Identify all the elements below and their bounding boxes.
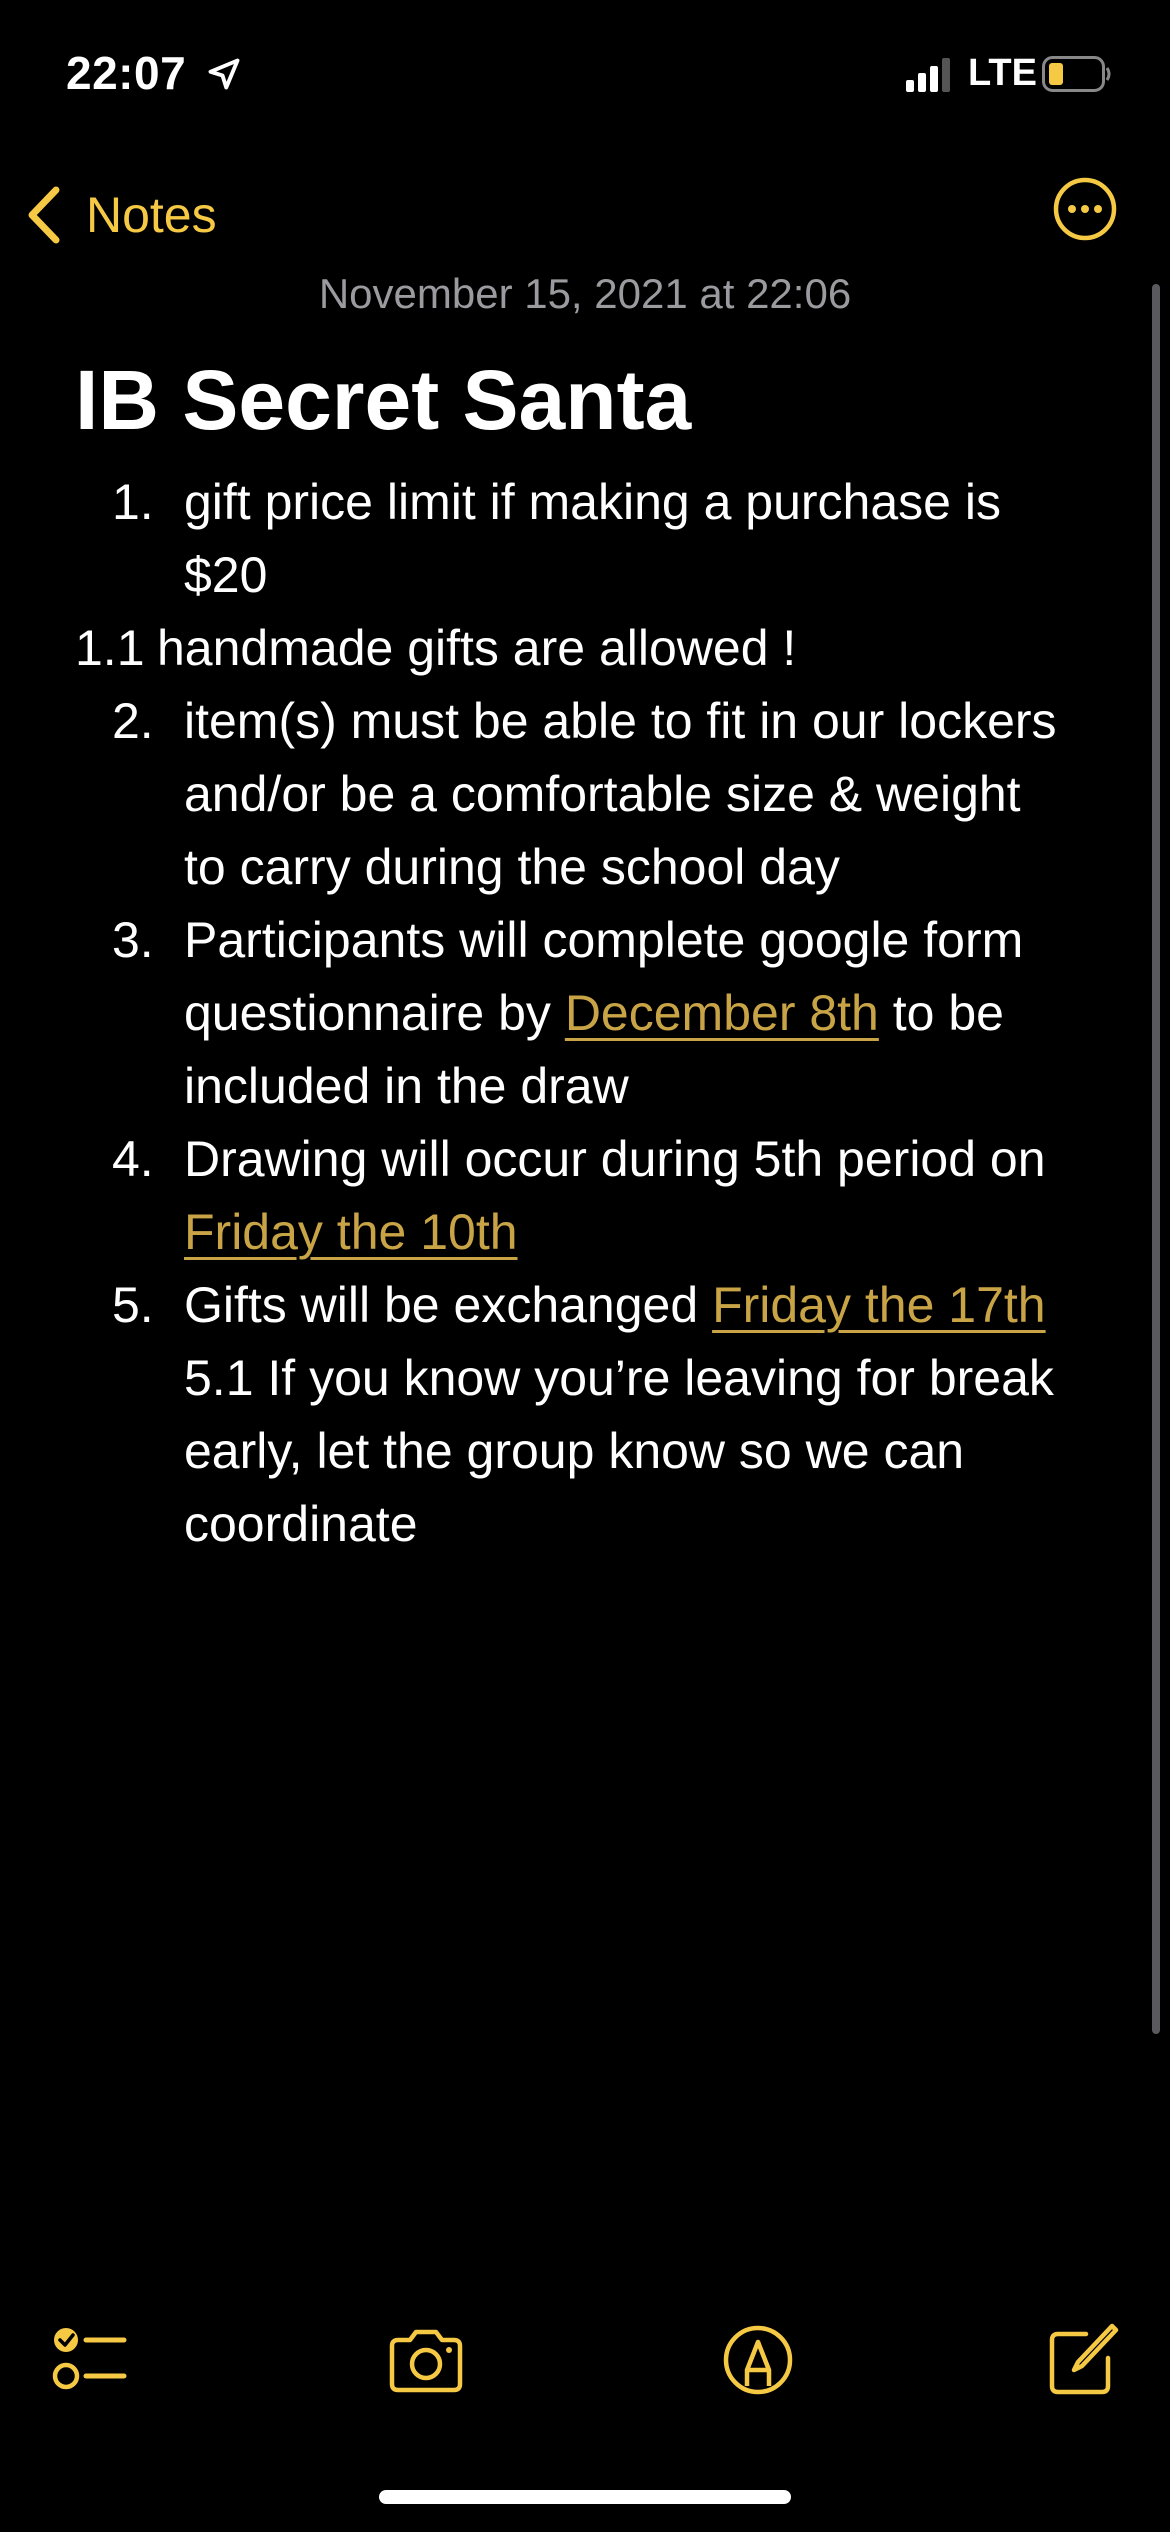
status-time: 22:07 — [66, 47, 187, 99]
back-label: Notes — [86, 187, 217, 243]
list-item — [0, 904, 1170, 1123]
list-item — [0, 685, 1170, 904]
list-text: to be — [892, 985, 1004, 1041]
note-title[interactable]: IB Secret Santa — [75, 353, 692, 447]
ellipsis-circle-icon[interactable] — [1052, 176, 1118, 242]
back-button[interactable] — [22, 170, 217, 260]
list-text: and/or be a comfortable size & weight — [184, 766, 1021, 822]
list-text: to carry during the school day — [184, 839, 840, 895]
list-number: 4. — [112, 1131, 154, 1187]
home-indicator[interactable] — [379, 2490, 791, 2504]
list-text: 5.1 If you know you’re leaving for break — [184, 1350, 1054, 1406]
markup-icon[interactable] — [718, 2320, 798, 2400]
list-number: 2. — [112, 693, 154, 749]
list-item — [0, 1269, 1170, 1561]
list-item — [75, 612, 1170, 685]
status-bar — [0, 0, 1170, 150]
checklist-icon[interactable] — [50, 2320, 130, 2400]
list-item — [0, 466, 1170, 612]
list-text: gift price limit if making a purchase is — [184, 474, 1001, 530]
chevron-left-icon — [22, 184, 66, 246]
location-arrow-icon — [206, 56, 242, 92]
list-number: 1. — [112, 474, 154, 530]
bottom-toolbar — [0, 2320, 1170, 2420]
list-text: $20 — [184, 547, 268, 603]
note-date: November 15, 2021 at 22:06 — [318, 270, 852, 317]
compose-icon[interactable] — [1042, 2320, 1122, 2400]
list-number: 3. — [112, 912, 154, 968]
network-type: LTE — [968, 52, 1037, 94]
date-link[interactable]: Friday the 10th — [184, 1204, 518, 1260]
list-text: included in the draw — [184, 1058, 629, 1114]
list-text: Participants will complete google form — [184, 912, 1024, 968]
signal-bars-icon — [906, 58, 952, 92]
list-text: questionnaire by — [184, 985, 551, 1041]
date-link[interactable]: Friday the 17th — [712, 1277, 1046, 1333]
list-text: handmade gifts are allowed ! — [157, 620, 797, 676]
list-text: Gifts will be exchanged — [184, 1277, 699, 1333]
list-number: 5. — [112, 1277, 154, 1333]
list-text: early, let the group know so we can — [184, 1423, 965, 1479]
battery-low-icon — [1042, 56, 1112, 92]
navigation-bar — [0, 170, 1170, 260]
list-item — [0, 1123, 1170, 1269]
note-body[interactable] — [0, 466, 1170, 1561]
list-text: coordinate — [184, 1496, 418, 1552]
camera-icon[interactable] — [386, 2320, 466, 2400]
list-text: Drawing will occur during 5th period on — [184, 1131, 1046, 1187]
scrollbar[interactable] — [1152, 284, 1160, 2034]
list-text: item(s) must be able to fit in our lockers — [184, 693, 1057, 749]
sub-number: 1.1 — [75, 620, 145, 676]
date-link[interactable]: December 8th — [564, 985, 879, 1041]
